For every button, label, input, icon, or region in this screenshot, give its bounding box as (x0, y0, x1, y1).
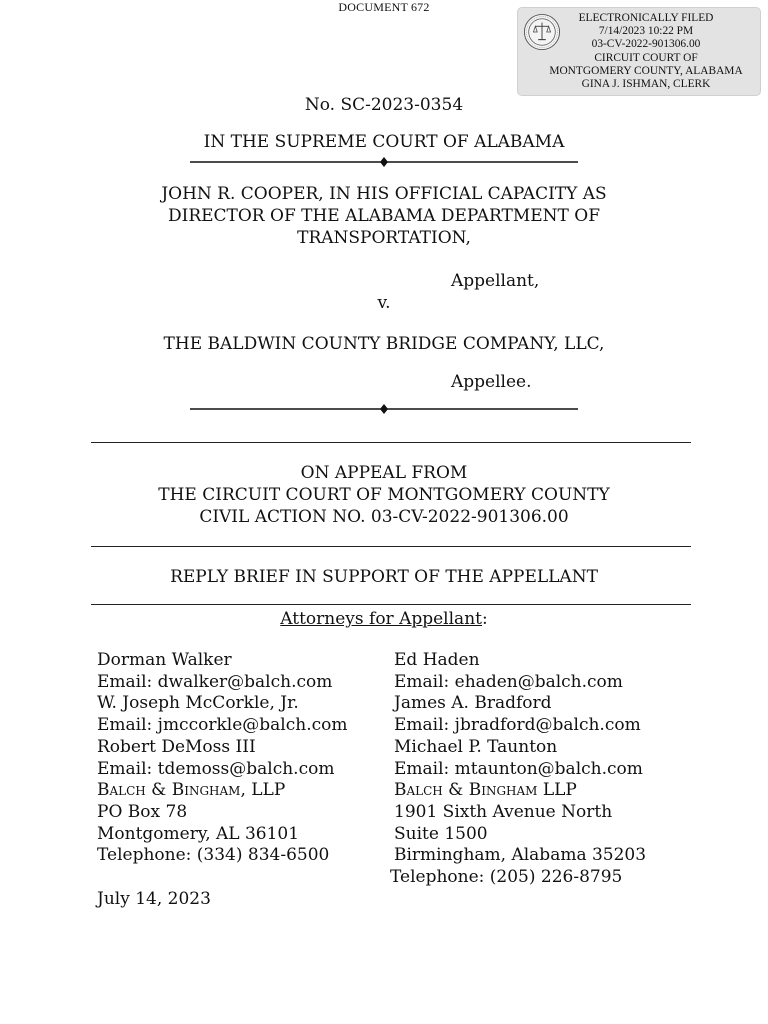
appellant-role: Appellant, (451, 271, 540, 291)
horizontal-rule (91, 546, 691, 547)
appellant-name-line: TRANSPORTATION, (297, 228, 471, 248)
address-line: Montgomery, AL 36101 (97, 823, 300, 844)
attorneys-heading-text: Attorneys for Appellant (280, 609, 482, 629)
filing-stamp (517, 7, 761, 96)
attorneys-heading-suffix: : (481, 609, 488, 629)
versus: v. (377, 293, 391, 313)
stamp-line: MONTGOMERY COUNTY, ALABAMA (549, 64, 743, 77)
attorney-line: Email: ehaden@balch.com (394, 671, 623, 692)
appeal-line: THE CIRCUIT COURT OF MONTGOMERY COUNTY (158, 485, 610, 505)
attorneys-left-column (97, 650, 347, 867)
appeal-line: CIVIL ACTION NO. 03-CV-2022-901306.00 (199, 507, 569, 527)
attorneys-right-column (394, 650, 646, 867)
stamp-line: 7/14/2023 10:22 PM (598, 25, 694, 38)
attorney-line: Email: jbradford@balch.com (394, 715, 641, 736)
attorney-line: Michael P. Taunton (394, 736, 558, 757)
court-name: IN THE SUPREME COURT OF ALABAMA (203, 132, 565, 152)
attorney-line: Dorman Walker (97, 650, 232, 670)
appellant-name-line: DIRECTOR OF THE ALABAMA DEPARTMENT OF (167, 206, 601, 226)
document-number: DOCUMENT 672 (338, 0, 430, 14)
right-telephone: Telephone: (205) 226-8795 (390, 867, 623, 887)
ornamental-divider (190, 155, 578, 169)
horizontal-rule (91, 442, 691, 443)
attorney-line: Email: jmccorkle@balch.com (97, 715, 348, 736)
appellant-name-line: JOHN R. COOPER, IN HIS OFFICIAL CAPACITY AS (161, 184, 607, 204)
attorneys-heading (0, 608, 768, 630)
attorney-line: Email: mtaunton@balch.com (394, 758, 643, 779)
firm-name: Balch & Bingham, LLP (97, 780, 286, 801)
attorney-line: W. Joseph McCorkle, Jr. (97, 693, 299, 714)
address-line: PO Box 78 (97, 801, 188, 822)
filing-date: July 14, 2023 (97, 889, 211, 909)
stamp-line: GINA J. ISHMAN, CLERK (581, 78, 711, 91)
ornamental-divider (190, 402, 578, 416)
brief-title: REPLY BRIEF IN SUPPORT OF THE APPELLANT (170, 567, 598, 587)
appeal-line: ON APPEAL FROM (300, 463, 468, 483)
firm-name: Balch & Bingham LLP (394, 780, 577, 801)
address-line: Birmingham, Alabama 35203 (394, 845, 647, 866)
appellee-name: THE BALDWIN COUNTY BRIDGE COMPANY, LLC, (163, 334, 605, 354)
stamp-line: ELECTRONICALLY FILED (578, 12, 714, 24)
address-line: 1901 Sixth Avenue North (394, 801, 613, 822)
stamp-line: CIRCUIT COURT OF (594, 51, 698, 64)
case-number: No. SC-2023-0354 (304, 95, 464, 115)
stamp-line: 03-CV-2022-901306.00 (591, 38, 701, 51)
attorney-line: Email: dwalker@balch.com (97, 671, 333, 692)
attorney-line: Robert DeMoss III (97, 736, 256, 757)
address-line: Suite 1500 (394, 823, 488, 844)
attorney-line: James A. Bradford (394, 693, 552, 714)
address-line: Telephone: (334) 834-6500 (97, 845, 330, 866)
attorney-line: Email: tdemoss@balch.com (97, 758, 335, 779)
attorney-line: Ed Haden (394, 650, 480, 670)
appellee-role: Appellee. (451, 372, 532, 392)
horizontal-rule (91, 604, 691, 605)
